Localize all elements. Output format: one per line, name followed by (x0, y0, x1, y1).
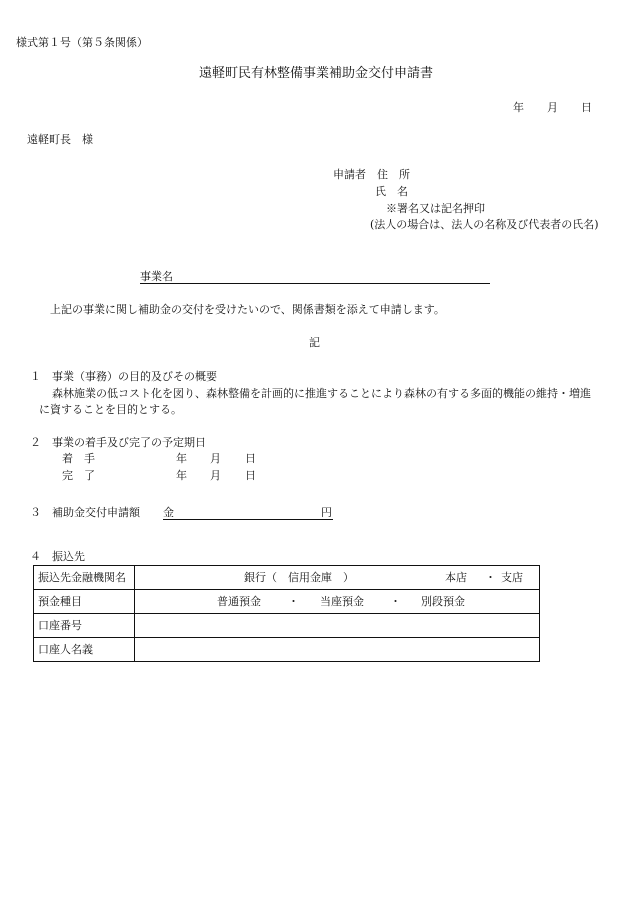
table-row (34, 614, 540, 638)
intro-text: 上記の事業に関し補助金の交付を受けたいので、関係書類を添えて申請します。 (50, 303, 445, 316)
section3-number: ３ (30, 506, 41, 519)
ki-heading: 記 (309, 336, 320, 349)
start-day: 日 (245, 452, 256, 465)
section1-body-line2: に資することを目的とする。 (39, 403, 182, 416)
deposit-type-cell (135, 590, 540, 614)
bank-name-cell (135, 566, 540, 590)
applicant-address-label: 申請者 住 所 (333, 168, 410, 181)
section4-heading: 振込先 (52, 550, 85, 563)
start-month: 月 (210, 452, 221, 465)
branch-main-text: 本店 (445, 571, 467, 584)
branch-text: 支店 (501, 571, 523, 584)
addressee: 遠軽町長 様 (27, 133, 93, 146)
document-title: 遠軽町民有林整備事業補助金交付申請書 (199, 66, 434, 81)
account-holder-label: 口座人名義 (34, 638, 135, 662)
amount-underline (163, 519, 333, 520)
branch-dot: ・ (485, 571, 496, 584)
project-name-label: 事業名 (140, 270, 173, 283)
corporation-note: (法人の場合は、法人の名称及び代表者の氏名) (370, 218, 599, 231)
account-number-cell (135, 614, 540, 638)
date-year: 年 (513, 101, 524, 114)
table-row (34, 638, 540, 662)
deposit-ordinary: 普通預金 (217, 595, 261, 608)
section1-number: １ (30, 370, 41, 383)
applicant-name-label: 氏 名 (375, 185, 408, 198)
date-day: 日 (581, 101, 592, 114)
project-name-underline (140, 283, 490, 284)
amount-yen: 円 (321, 506, 332, 519)
section1-body-line1: 森林施業の低コスト化を図り、森林整備を計画的に推進することにより森林の有する多面的機能の維持・増進 (52, 387, 591, 400)
account-holder-cell (135, 638, 540, 662)
section1-heading: 事業（事務）の目的及びその概要 (52, 370, 217, 383)
deposit-current: 当座預金 (320, 595, 364, 608)
deposit-type-label: 預金種目 (34, 590, 135, 614)
bank-name-label: 振込先金融機関名 (34, 566, 135, 590)
end-day: 日 (245, 469, 256, 482)
end-year: 年 (176, 469, 187, 482)
start-label: 着 手 (62, 452, 95, 465)
end-label: 完 了 (62, 469, 95, 482)
section3-heading: 補助金交付申請額 (52, 506, 140, 519)
start-year: 年 (176, 452, 187, 465)
bank-type-text: 銀行（ 信用金庫 ） (244, 571, 354, 584)
deposit-dot-2: ・ (390, 595, 401, 608)
table-row (34, 566, 540, 590)
table-row (34, 590, 540, 614)
account-number-label: 口座番号 (34, 614, 135, 638)
deposit-dot-1: ・ (288, 595, 299, 608)
seal-note: ※署名又は記名押印 (386, 202, 485, 215)
section2-number: ２ (30, 436, 41, 449)
section4-number: ４ (30, 550, 41, 563)
form-id: 様式第１号（第５条関係） (16, 36, 148, 49)
end-month: 月 (210, 469, 221, 482)
amount-kin: 金 (163, 506, 174, 519)
bank-account-table (33, 565, 540, 662)
section2-heading: 事業の着手及び完了の予定期日 (52, 436, 206, 449)
deposit-special: 別段預金 (421, 595, 465, 608)
date-month: 月 (547, 101, 558, 114)
